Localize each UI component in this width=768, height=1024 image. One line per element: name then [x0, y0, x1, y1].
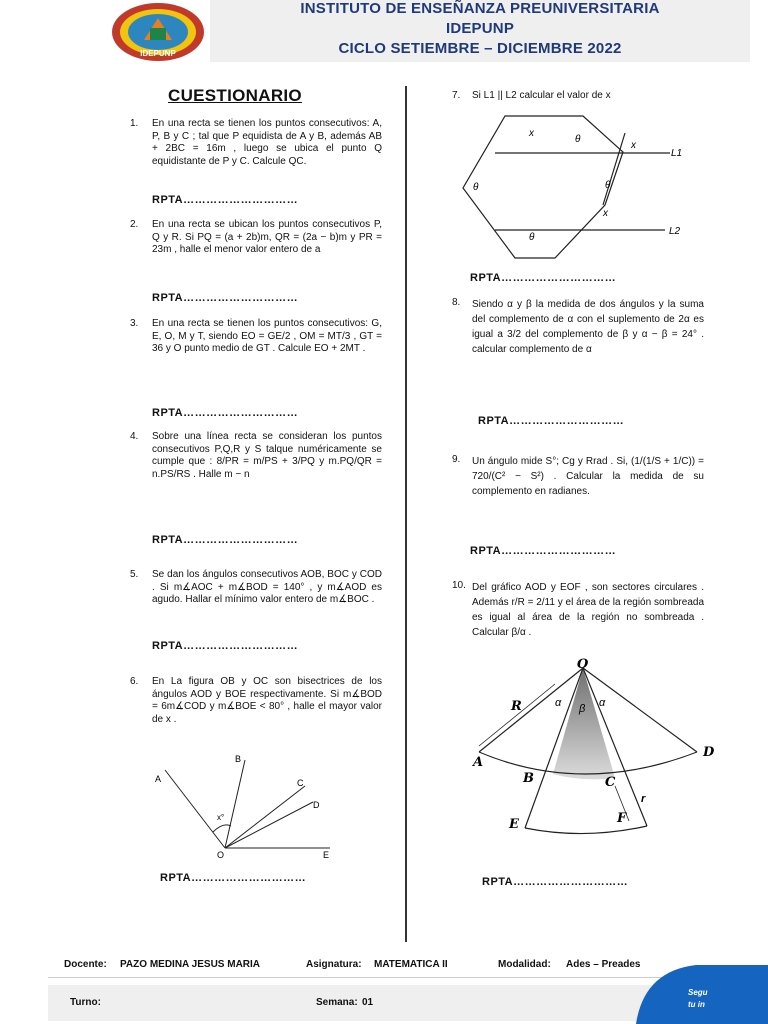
- label-alpha-right: α: [599, 697, 606, 709]
- dim-r: [479, 684, 555, 746]
- fig7-theta4: θ: [529, 232, 535, 243]
- header-acronym: IDEPUNP: [445, 20, 515, 37]
- q6-answer-line: RPTA…………………………: [160, 872, 307, 884]
- fig7-theta3: θ: [605, 180, 611, 191]
- page-title: CUESTIONARIO: [168, 86, 302, 105]
- q8-answer-line: RPTA…………………………: [478, 415, 625, 427]
- q2-answer-line: RPTA…………………………: [152, 292, 299, 304]
- q8-text: Siendo α y β la medida de dos ángulos y la suma del complemento de α con el suplemento de 2α es igual a 3/2 del complemento de β y α − β = 24° . calcular complemento de α: [472, 299, 704, 355]
- docente-label: Docente:: [64, 959, 107, 970]
- ray-od: [225, 802, 313, 848]
- docente-value: PAZO MEDINA JESUS MARIA: [120, 959, 261, 970]
- q7-answer-line: RPTA…………………………: [470, 272, 617, 284]
- asignatura-value: MATEMATICA II: [374, 959, 448, 970]
- label-d: D: [703, 745, 715, 760]
- label-e: E: [323, 850, 330, 860]
- slogan-line1: Segu: [688, 988, 708, 997]
- fig10-sector-diagram: [465, 656, 725, 838]
- column-divider: [405, 86, 407, 942]
- q1-number: 1.: [130, 118, 139, 129]
- slogan-badge: [596, 963, 768, 1024]
- q9-number: 9.: [452, 454, 461, 465]
- q5-text: Se dan los ángulos consecutivos AOB, BOC y COD . Si m∡AOC + m∡BOD = 140° , y m∡AOD es agudo. Hallar el mínimo valor entero de m∡BOC .: [152, 569, 382, 605]
- label-c: C: [297, 778, 304, 788]
- label-e: E: [509, 817, 519, 832]
- q6-number: 6.: [130, 676, 139, 687]
- fig7-x1: x: [529, 128, 534, 139]
- q7-number: 7.: [452, 90, 461, 101]
- q5-answer-line: RPTA…………………………: [152, 640, 299, 652]
- q10-number: 10.: [452, 580, 466, 591]
- q4-answer-line: RPTA…………………………: [152, 534, 299, 546]
- fig7-parallel-lines-diagram: [455, 108, 715, 263]
- q2-number: 2.: [130, 219, 139, 230]
- q3-number: 3.: [130, 318, 139, 329]
- q5-number: 5.: [130, 569, 139, 580]
- label-b: B: [235, 754, 242, 764]
- q6-text: En La figura OB y OC son bisectrices de los ángulos AOD y BOE respectivamente. Si m∡BOD = 6m∡COD y m∡BOE < 80° , halle el mayor valor de x .: [152, 676, 382, 725]
- label-beta: β: [579, 703, 586, 715]
- header-cycle: CICLO SETIEMBRE – DICIEMBRE 2022: [338, 40, 622, 57]
- institute-logo: [110, 2, 206, 62]
- angle-x-arc: [213, 825, 231, 832]
- q10-answer-line: RPTA…………………………: [482, 876, 629, 888]
- slogan-line2: tu in: [688, 1000, 705, 1009]
- q4-text: Sobre una línea recta se consideran los puntos consecutivos P,Q,R y S talque numéricamente se cumple que : 8/PR = m/PS + 3/PQ y m.PQ/QR = n.PS/RS . Halle m − n: [152, 431, 382, 480]
- q7-text: Si L1 || L2 calcular el valor de x: [472, 90, 611, 101]
- arc-ef: [525, 826, 647, 834]
- label-c: C: [605, 775, 616, 790]
- asignatura-label: Asignatura:: [306, 959, 362, 970]
- q3-text: En una recta se tienen los puntos consecutivos: G, E, O, M y T, siendo EO = GE/2 , OM = MT/3 , GT = 36 y O punto medio de GT . Calcule EO + 2MT .: [152, 318, 382, 354]
- logo-text: IDEPUNP: [140, 49, 176, 58]
- fig6-angles-diagram: [145, 748, 345, 860]
- q2-text: En una recta se ubican los puntos consecutivos P, Q y R. Si PQ = (a + 2b)m, QR = (2a − b)m y PR = 23m , halle el menor valor entero de a: [152, 219, 382, 255]
- q3-answer-line: RPTA…………………………: [152, 407, 299, 419]
- semana-label: Semana:: [316, 997, 358, 1008]
- fig7-theta2: θ: [473, 182, 479, 193]
- q9-text: Un ángulo mide S°; Cg y Rrad . Si, (1/(1/S + 1/C)) = 720/(C² − S²) . Calcular la medida de su complemento en radianes.: [472, 456, 704, 497]
- ray-oa: [165, 770, 225, 848]
- label-f: F: [617, 811, 627, 826]
- label-big-r: R: [511, 699, 522, 714]
- label-x: x°: [217, 813, 225, 822]
- label-o: O: [577, 657, 589, 672]
- label-alpha-left: α: [555, 697, 562, 709]
- q1-answer-line: RPTA…………………………: [152, 194, 299, 206]
- fig7-l1: L1: [671, 148, 683, 159]
- label-small-r: r: [641, 793, 646, 805]
- q10-text: Del gráfico AOD y EOF , son sectores circulares . Además r/R = 2/11 y el área de la región sombreada es igual al área de la región no sombreada . Calcular β/α .: [472, 582, 704, 638]
- modalidad-value: Ades – Preades: [566, 959, 641, 970]
- modalidad-label: Modalidad:: [498, 959, 551, 970]
- fig7-x2: x: [631, 140, 636, 151]
- fig7-x3: x: [603, 208, 608, 219]
- header-institute: INSTITUTO DE ENSEÑANZA PREUNIVERSITARIA: [300, 0, 660, 17]
- turno-label: Turno:: [70, 997, 101, 1008]
- semana-value: 01: [362, 997, 374, 1008]
- q9-answer-line: RPTA…………………………: [470, 545, 617, 557]
- q4-number: 4.: [130, 431, 139, 442]
- fig7-l2: L2: [669, 226, 681, 237]
- label-a: A: [155, 774, 162, 784]
- q8-number: 8.: [452, 297, 461, 308]
- q1-text: En una recta se tienen los puntos consecutivos: A, P, B y C ; tal que P equidista de A y B, además AB + 2BC = 16m , luego se ubica el punto Q equidistante de P y C. Calcule QC.: [152, 118, 382, 167]
- fig7-theta1: θ: [575, 134, 581, 145]
- label-o: O: [217, 850, 225, 860]
- label-d: D: [313, 800, 320, 810]
- label-a: A: [473, 755, 484, 770]
- label-b: B: [523, 771, 534, 786]
- polygon-outline: [463, 116, 623, 258]
